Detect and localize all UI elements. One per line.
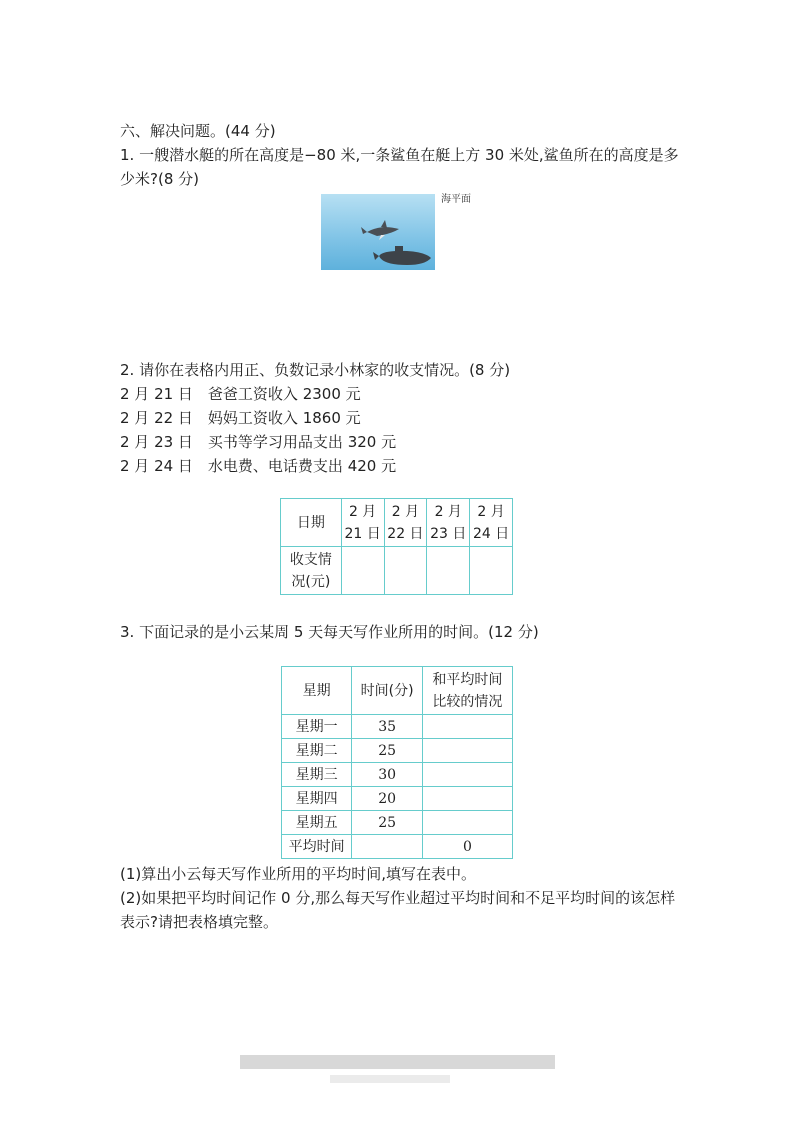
footer-watermark bbox=[330, 1075, 450, 1083]
average-label: 平均时间 bbox=[282, 835, 352, 859]
time-cell: 35 bbox=[352, 715, 422, 739]
record-line: 2 月 24 日 水电费、电话费支出 420 元 bbox=[120, 457, 397, 475]
amount-header: 收支情 况(元) bbox=[281, 547, 342, 595]
compare-cell[interactable] bbox=[422, 715, 512, 739]
submarine-icon bbox=[373, 246, 431, 265]
question-2-text: 2. 请你在表格内用正、负数记录小林家的收支情况。(8 分) bbox=[120, 361, 511, 379]
section-title: 六、解决问题。(44 分) bbox=[120, 122, 276, 140]
time-header: 时间(分) bbox=[352, 667, 422, 715]
weekday-cell: 星期五 bbox=[282, 811, 352, 835]
weekday-header: 星期 bbox=[282, 667, 352, 715]
amount-cell[interactable] bbox=[470, 547, 513, 595]
compare-cell[interactable] bbox=[422, 739, 512, 763]
record-line: 2 月 23 日 买书等学习用品支出 320 元 bbox=[120, 433, 397, 451]
date-cell: 2 月 24 日 bbox=[470, 499, 513, 547]
average-time-cell[interactable] bbox=[352, 835, 422, 859]
compare-cell[interactable] bbox=[422, 763, 512, 787]
weekday-cell: 星期一 bbox=[282, 715, 352, 739]
date-cell: 2 月 21 日 bbox=[341, 499, 384, 547]
date-cell: 2 月 23 日 bbox=[427, 499, 470, 547]
date-header: 日期 bbox=[281, 499, 342, 547]
record-line: 2 月 21 日 爸爸工资收入 2300 元 bbox=[120, 385, 361, 403]
sea-level-label: 海平面 bbox=[441, 194, 471, 205]
weekday-cell: 星期二 bbox=[282, 739, 352, 763]
shark-icon bbox=[321, 194, 435, 270]
homework-time-table bbox=[281, 666, 513, 859]
compare-cell[interactable] bbox=[422, 811, 512, 835]
footer-watermark bbox=[240, 1055, 555, 1069]
time-cell: 20 bbox=[352, 787, 422, 811]
weekday-cell: 星期三 bbox=[282, 763, 352, 787]
date-cell: 2 月 22 日 bbox=[384, 499, 427, 547]
sea-illustration bbox=[321, 194, 435, 270]
time-cell: 25 bbox=[352, 811, 422, 835]
average-compare-cell: 0 bbox=[422, 835, 512, 859]
amount-cell[interactable] bbox=[384, 547, 427, 595]
question-3-text: 3. 下面记录的是小云某周 5 天每天写作业所用的时间。(12 分) bbox=[120, 623, 539, 641]
weekday-cell: 星期四 bbox=[282, 787, 352, 811]
time-cell: 25 bbox=[352, 739, 422, 763]
sub-question-2: (2)如果把平均时间记作 0 分,那么每天写作业超过平均时间和不足平均时间的该怎样表示?请把表格填完整。 bbox=[120, 889, 676, 931]
amount-cell[interactable] bbox=[341, 547, 384, 595]
amount-cell[interactable] bbox=[427, 547, 470, 595]
compare-cell[interactable] bbox=[422, 787, 512, 811]
question-1-text: 1. 一艘潜水艇的所在高度是−80 米,一条鲨鱼在艇上方 30 米处,鲨鱼所在的高度是多少米?(8 分) bbox=[120, 146, 679, 188]
income-expense-table bbox=[280, 498, 513, 595]
sub-question-1: (1)算出小云每天写作业所用的平均时间,填写在表中。 bbox=[120, 865, 477, 883]
time-cell: 30 bbox=[352, 763, 422, 787]
compare-header: 和平均时间 比较的情况 bbox=[422, 667, 512, 715]
shark-icon bbox=[361, 220, 399, 240]
record-line: 2 月 22 日 妈妈工资收入 1860 元 bbox=[120, 409, 361, 427]
